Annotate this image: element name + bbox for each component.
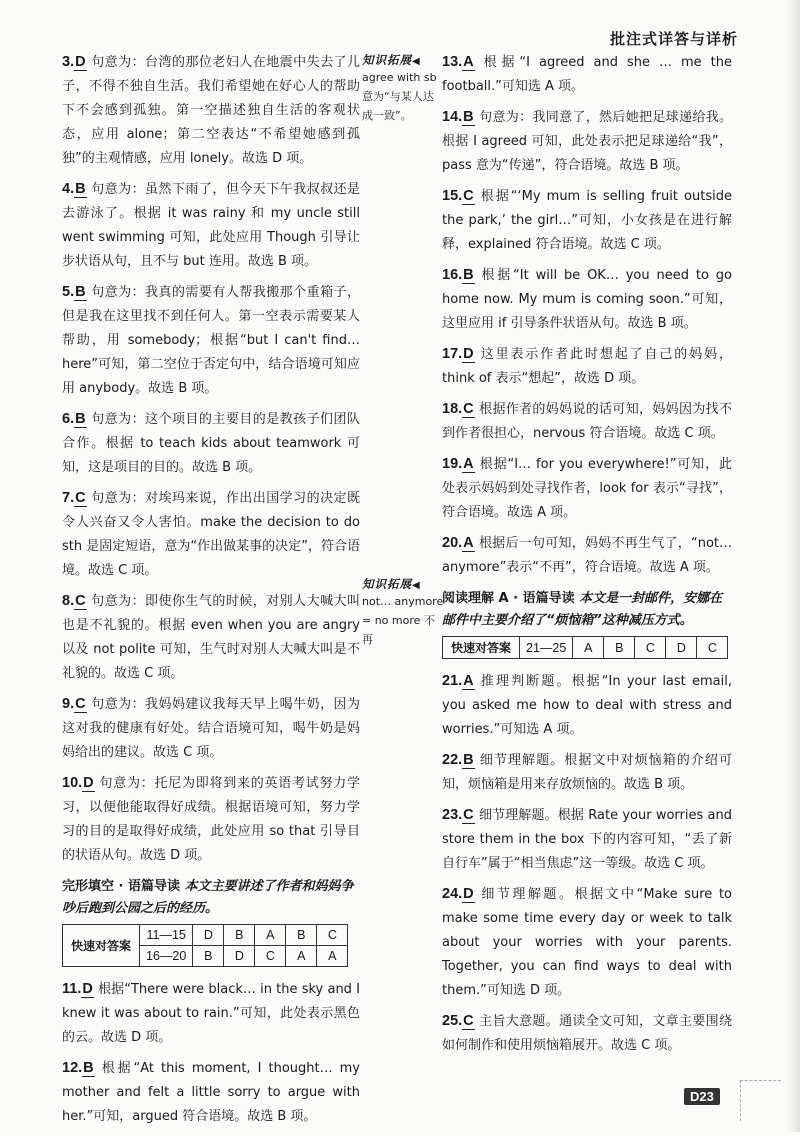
answer-key-cell: A [255, 925, 286, 946]
question-number: 8. [62, 593, 75, 609]
answer-item-22 [442, 748, 732, 797]
page-corner-decoration [740, 1080, 781, 1121]
answer-key-cell: B [193, 946, 224, 967]
answer-letter: D [463, 886, 474, 902]
question-number: 18. [442, 401, 463, 417]
answer-key-cell: C [635, 637, 666, 659]
question-number: 12. [62, 1060, 83, 1076]
page-edge-shadow [786, 0, 800, 1132]
explanation-text: 这里表示作者此时想起了自己的妈妈，think of 表示“想起”，故选 D 项。 [442, 347, 732, 386]
margin-note-title: 知识拓展◀ [362, 577, 421, 591]
margin-note-text: agree with sb 意为“与某人达成一致”。 [362, 71, 437, 122]
answer-letter: B [463, 267, 474, 283]
question-number: 13. [442, 54, 463, 70]
explanation-text: 句意为：托尼为即将到来的英语考试努力学习，以便他能取得好成绩。根据语境可知，努力学习的目的是取得好成绩，此处应用 so that 引导目的状语从句。故选 D 项。 [62, 776, 360, 863]
explanation-text: 句意为：我妈妈建议我每天早上喝牛奶，因为这对我的健康有好处。结合语境可知，喝牛奶是妈妈给出的建议。故选 C 项。 [62, 697, 360, 760]
answer-item-11 [62, 977, 360, 1050]
answer-letter: A [463, 456, 474, 472]
question-number: 25. [442, 1013, 463, 1029]
reading-section-title: 阅读理解 A · 语篇导读 [442, 591, 575, 606]
question-number: 21. [442, 673, 463, 689]
answer-key-range: 21—25 [520, 637, 573, 659]
explanation-text: 根据“I agreed and she … me the football.”可知选 A 项。 [442, 55, 732, 94]
answer-letter: B [83, 1060, 94, 1076]
question-number: 10. [62, 775, 83, 791]
explanation-text: 句意为：我同意了，然后她把足球递给我。根据 I agreed 可知，此处表示把足球递给“我”，pass 意为“传递”，符合语境。故选 B 项。 [442, 110, 732, 173]
explanation-text: 根据“At this moment, I thought… my mother and felt a little sorry to argue with her.”可知，argued 符合语境。故选 B 项。 [62, 1061, 360, 1124]
answer-letter: A [463, 54, 474, 70]
answer-letter: B [463, 109, 474, 125]
answer-letter: C [463, 401, 474, 417]
explanation-text: 根据后一句可知，妈妈不再生气了，“not… anymore”表示“不再”，符合语境。故选 A 项。 [442, 536, 732, 575]
answer-letter: B [75, 181, 86, 197]
answer-item-9 [62, 692, 360, 765]
explanation-text: 句意为：这个项目的主要目的是教孩子们团队合作。根据 to teach kids about teamwork 可知，这是项目的目的。故选 B 项。 [62, 412, 360, 475]
question-number: 24. [442, 886, 463, 902]
answer-item-12 [62, 1056, 360, 1129]
explanation-text: 根据“There were black… in the sky and I knew it was about to rain.”可知，此处表示黑色的云。故选 D 项。 [62, 982, 360, 1045]
answer-key-cell: A [286, 946, 317, 967]
question-number: 3. [62, 54, 75, 70]
answer-letter: C [463, 188, 474, 204]
question-number: 20. [442, 535, 463, 551]
answer-letter: D [83, 775, 94, 791]
explanation-text: 句意为：对埃玛来说，作出出国学习的决定既令人兴奋又令人害怕。make the decision to do sth 是固定短语，意为“作出做某事的决定”，符合语境。故选 C 项。 [62, 491, 360, 578]
answer-key-cell: B [286, 925, 317, 946]
explanation-text: 句意为：即使你生气的时候，对别人大喊大叫也是不礼貌的。根据 even when you are angry 以及 not polite 可知，生气时对别人大喊大叫是不礼貌的。故选 C 项。 [62, 594, 360, 681]
answer-letter: B [75, 411, 86, 427]
answer-key-cell: C [317, 925, 348, 946]
answer-item-19 [442, 452, 732, 525]
answer-item-5 [62, 280, 360, 401]
answer-letter: B [463, 752, 474, 768]
answer-item-10 [62, 771, 360, 868]
answer-item-23 [442, 803, 732, 876]
answer-item-24 [442, 882, 732, 1003]
page-number: D23 [684, 1088, 720, 1105]
answer-item-20 [442, 531, 732, 580]
explanation-text: 根据作者的妈妈说的话可知，妈妈因为找不到作者很担心，nervous 符合语境。故选 C 项。 [442, 402, 732, 441]
answer-key-cell: D [666, 637, 697, 659]
cloze-section-header [62, 876, 360, 920]
answer-item-17 [442, 342, 732, 391]
answer-item-4 [62, 177, 360, 274]
answer-key-cell: A [573, 637, 604, 659]
reading-section-intro: 本文是一封邮件，安娜在邮件中主要介绍了“烦恼箱”这种减压方式。 [442, 591, 723, 628]
answer-letter: C [463, 1013, 474, 1029]
question-number: 4. [62, 181, 75, 197]
margin-note-text: not… anymore = no more 不再 [362, 595, 444, 646]
question-number: 7. [62, 490, 75, 506]
cloze-section-title: 完形填空 · 语篇导读 [62, 879, 180, 894]
answer-key-range: 11—15 [140, 925, 193, 946]
question-number: 23. [442, 807, 463, 823]
cloze-answer-key-table [62, 924, 348, 967]
question-number: 16. [442, 267, 463, 283]
answer-item-18 [442, 397, 732, 446]
left-column [62, 50, 360, 1135]
answer-key-range: 16—20 [140, 946, 193, 967]
answer-item-16 [442, 263, 732, 336]
question-number: 17. [442, 346, 463, 362]
margin-note-2 [362, 576, 444, 649]
explanation-text: 句意为：我真的需要有人帮我搬那个重箱子，但是我在这里找不到任何人。第一空表示需要某人帮助，用 somebody；根据“but I can't find… here”可知，第二空位于否定句中，结合语境可知应用 anybody。故选 B 项。 [62, 285, 360, 396]
explanation-text: 主旨大意题。通读全文可知，文章主要围绕如何制作和使用烦恼箱展开。故选 C 项。 [442, 1014, 732, 1053]
answer-letter: A [463, 673, 474, 689]
question-number: 5. [62, 284, 75, 300]
answer-item-3 [62, 50, 360, 171]
answer-key-label: 快速对答案 [63, 925, 140, 967]
answer-letter: D [75, 54, 86, 70]
right-column [442, 50, 732, 1064]
explanation-text: 细节理解题。根据文中“Make sure to make some time every day or week to talk about your worries with your parents. Together, you can find ways to deal with them.”可知选 D 项。 [442, 887, 732, 998]
answer-item-6 [62, 407, 360, 480]
explanation-text: 细节理解题。根据文中对烦恼箱的介绍可知，烦恼箱是用来存放烦恼的。故选 B 项。 [442, 753, 732, 792]
cloze-section-intro: 本文主要讲述了作者和妈妈争吵后跑到公园之后的经历。 [62, 879, 354, 916]
answer-item-15 [442, 184, 732, 257]
explanation-text: 根据“I… for you everywhere!”可知，此处表示妈妈到处寻找作者，look for 表示“寻找”，符合语境。故选 A 项。 [442, 457, 733, 520]
answer-key-cell: B [604, 637, 635, 659]
reading-section-header [442, 588, 732, 632]
answer-letter: D [463, 346, 474, 362]
explanation-text: 细节理解题。根据 Rate your worries and store them in the box 下的内容可知，“丢了新自行车”属于“相当焦虑”这一等级。故选 C 项。 [442, 808, 732, 871]
answer-letter: B [75, 284, 86, 300]
answer-key-cell: A [317, 946, 348, 967]
explanation-text: 根据“‘My mum is selling fruit outside the park,’ the girl…”可知，小女孩是在进行解释，explained 符合语境。故选 C 项。 [442, 189, 732, 252]
answer-key-cell: C [255, 946, 286, 967]
answer-letter: C [75, 490, 86, 506]
answer-letter: C [75, 593, 86, 609]
question-number: 9. [62, 696, 75, 712]
answer-key-cell: D [224, 946, 255, 967]
question-number: 22. [442, 752, 463, 768]
question-number: 14. [442, 109, 463, 125]
answer-item-25 [442, 1009, 732, 1058]
question-number: 19. [442, 456, 463, 472]
margin-note-title: 知识拓展◀ [362, 53, 421, 67]
answer-key-cell: D [193, 925, 224, 946]
question-number: 11. [62, 981, 82, 997]
explanation-text: 句意为：台湾的那位老妇人在地震中失去了儿子，不得不独自生活。我们希望她在好心人的帮助下不会感到孤独。第一空描述独自生活的客观状态，应用 alone；第二空表达“不希望她感到孤独”的主观情感，应用 lonely。故选 D 项。 [62, 55, 360, 166]
answer-item-8 [62, 589, 360, 686]
reading-answer-key-table [442, 636, 728, 659]
answer-key-label: 快速对答案 [443, 637, 520, 659]
explanation-text: 推理判断题。根据“In your last email, you asked me how to deal with stress and worries.”可知选 A 项。 [442, 674, 732, 737]
answer-letter: C [463, 807, 474, 823]
margin-note-1 [362, 52, 444, 125]
answer-item-14 [442, 105, 732, 178]
answer-item-21 [442, 669, 732, 742]
answer-item-13 [442, 50, 732, 99]
page-header-title: 批注式详答与详析 [609, 30, 738, 48]
answer-key-cell: C [697, 637, 728, 659]
question-number: 6. [62, 411, 75, 427]
explanation-text: 根据“It will be OK… you need to go home now. My mum is coming soon.”可知，这里应用 if 引导条件状语从句。故选 B 项。 [442, 268, 732, 331]
answer-letter: D [82, 981, 93, 997]
explanation-text: 句意为：虽然下雨了，但今天下午我叔叔还是去游泳了。根据 it was rainy 和 my uncle still went swimming 可知，此处应用 Though 引导让步状语从句，且不与 but 连用。故选 B 项。 [62, 182, 360, 269]
answer-letter: A [463, 535, 474, 551]
answer-letter: C [75, 696, 86, 712]
answer-item-7 [62, 486, 360, 583]
answer-key-cell: B [224, 925, 255, 946]
question-number: 15. [442, 188, 463, 204]
